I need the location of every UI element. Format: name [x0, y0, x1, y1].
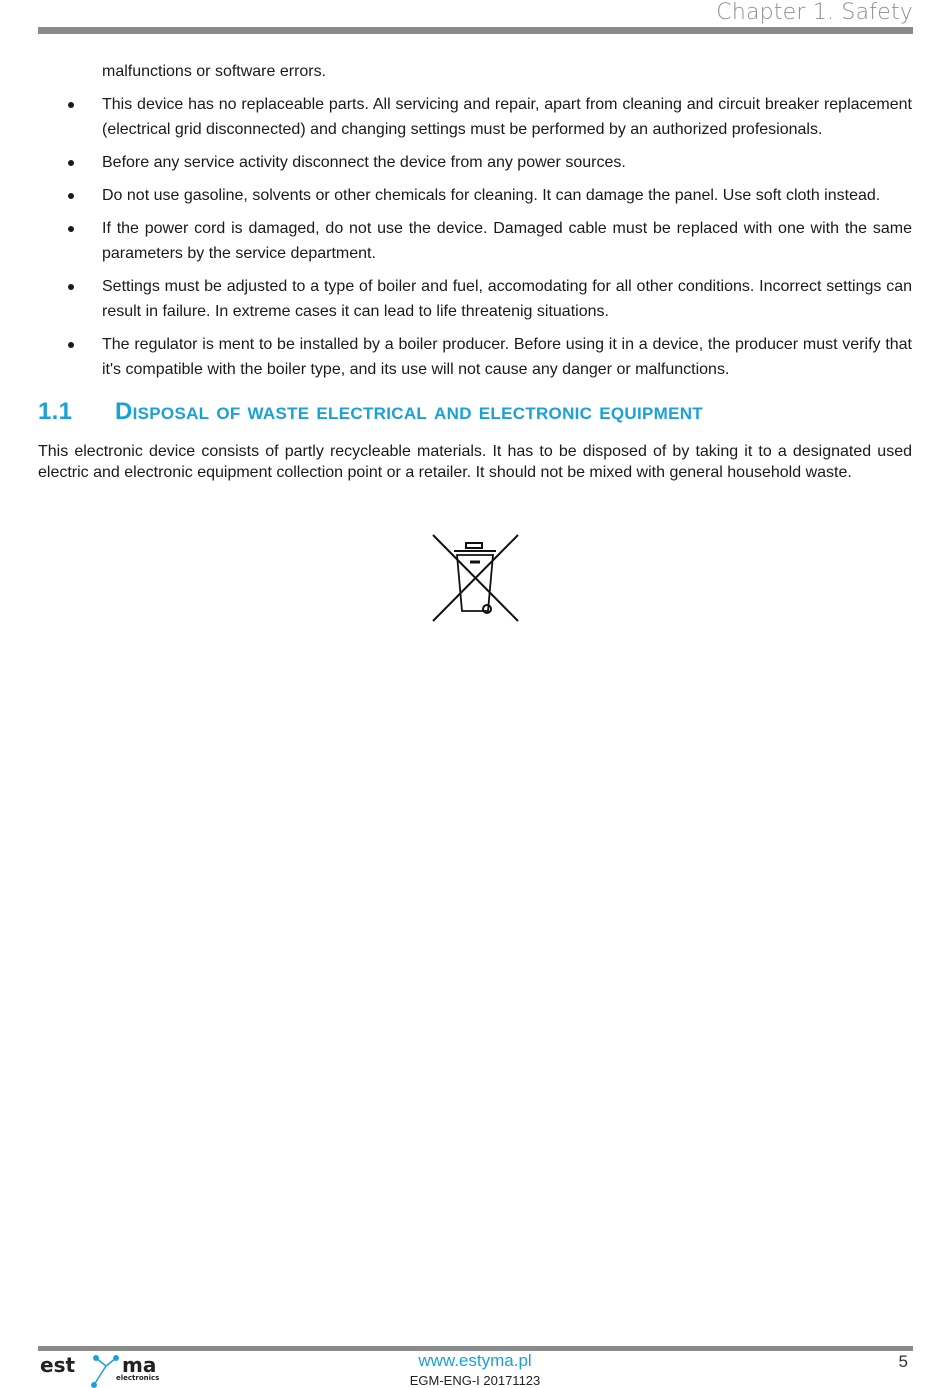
bullet-item: [38, 274, 912, 324]
bullet-item: [38, 92, 912, 142]
bullet-dot: [68, 193, 74, 199]
bullet-item: [38, 332, 912, 382]
section-number: 1.1: [38, 398, 73, 425]
continuation-text: malfunctions or software errors.: [102, 63, 327, 80]
bullet-dot: [68, 342, 74, 348]
crossed-out-wheelie-bin-icon: [430, 533, 520, 623]
logo-subtitle: electronics: [116, 1374, 160, 1382]
bullet-text: Settings must be adjusted to a type of boiler and fuel, accomodating for all other conditions. Incorrect settings can result in failure. In extreme cases it can lead to life threatenig situations.: [102, 278, 912, 320]
section-title: Disposal of waste electrical and electronic equipment: [115, 398, 703, 425]
safety-bullet-list: [38, 92, 912, 390]
page-number: 5: [898, 1352, 908, 1371]
footer-website-link[interactable]: www.estyma.pl: [418, 1351, 532, 1370]
bullet-item: [38, 183, 912, 208]
section-body: This electronic device consists of partly recycleable materials. It has to be disposed of by taking it to a designated used electric and electronic equipment collection point or a retailer. It should not be mixed with general household waste.: [38, 443, 912, 481]
bullet-dot: [68, 160, 74, 166]
bullet-dot: [68, 284, 74, 290]
bullet-text: Do not use gasoline, solvents or other chemicals for cleaning. It can damage the panel. Use soft cloth instead.: [102, 187, 881, 204]
bullet-dot: [68, 226, 74, 232]
section-heading: [38, 398, 912, 426]
logo-brand-left: est: [40, 1353, 76, 1377]
document-code: EGM-ENG-I 20171123: [409, 1373, 541, 1388]
bullet-item: [38, 216, 912, 266]
bullet-text: Before any service activity disconnect the device from any power sources.: [102, 154, 626, 171]
bullet-item: [38, 150, 912, 175]
bullet-text: The regulator is ment to be installed by a boiler producer. Before using it in a device, the producer must verify that it's compatible with the boiler type, and its use will not cause any danger or malfunctions.: [102, 336, 912, 378]
bullet-dot: [68, 102, 74, 108]
logo-brand-right: ma: [122, 1353, 157, 1377]
chapter-title: Chapter 1. Safety: [716, 0, 913, 25]
bullet-text: If the power cord is damaged, do not use the device. Damaged cable must be replaced with one with the same parameters by the service department.: [102, 220, 912, 262]
bullet-text: This device has no replaceable parts. All servicing and repair, apart from cleaning and circuit breaker replacement (electrical grid disconnected) and changing settings must be performed by an authorized profesionals.: [102, 96, 912, 138]
header-rule: [38, 27, 913, 34]
